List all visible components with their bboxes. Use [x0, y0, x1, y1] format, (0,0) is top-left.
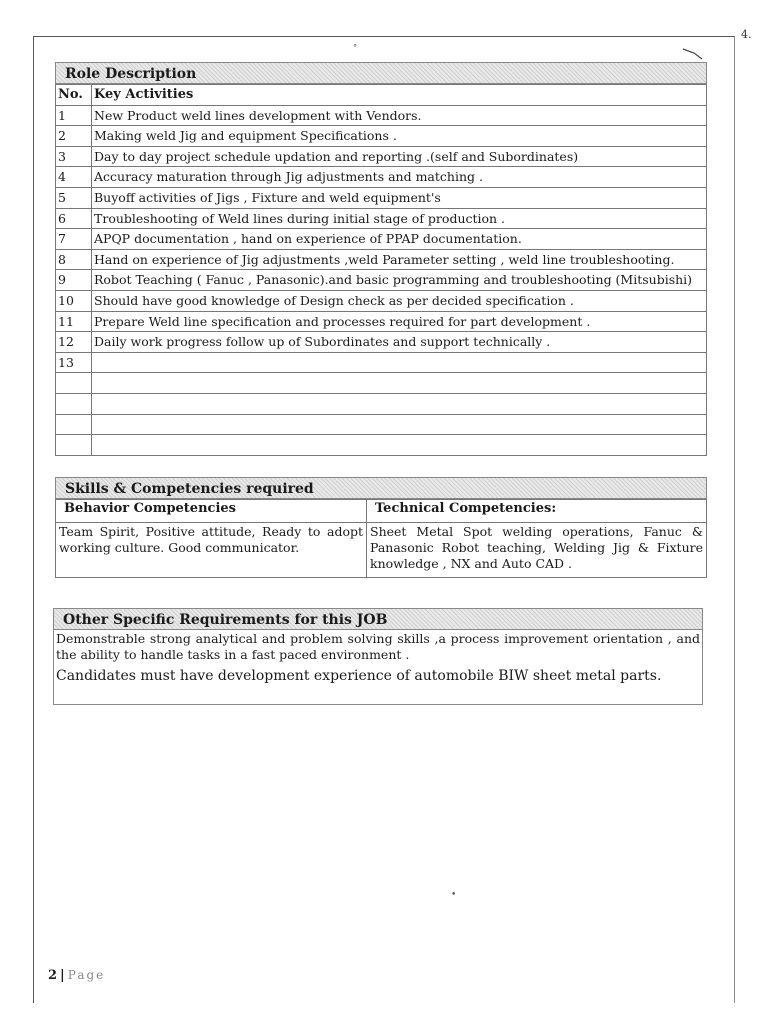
page-number: 2: [48, 968, 58, 983]
row-activity: Should have good knowledge of Design check as per decided specification .: [92, 290, 707, 311]
table-row: [56, 105, 707, 126]
stray-mark: •: [451, 890, 457, 900]
table-row: [56, 414, 707, 435]
table-row: [56, 270, 707, 291]
row-activity: Troubleshooting of Weld lines during initial stage of production .: [92, 208, 707, 229]
requirements-body: [53, 630, 703, 705]
row-number: 3: [56, 146, 92, 167]
skills-header-row: [56, 500, 707, 523]
table-row: [56, 290, 707, 311]
table-row: [56, 332, 707, 353]
table-row: [56, 146, 707, 167]
skills-content-row: [56, 523, 707, 578]
page-footer: [48, 968, 105, 983]
row-activity: [92, 352, 707, 373]
technical-header: Technical Competencies:: [367, 500, 707, 523]
row-activity: [92, 393, 707, 414]
role-table-header: [56, 85, 707, 106]
skills-table: [55, 499, 707, 578]
row-number: 5: [56, 187, 92, 208]
table-row: [56, 229, 707, 250]
role-table-body: [56, 105, 707, 455]
role-description-title: Role Description: [55, 62, 707, 84]
row-activity: Hand on experience of Jig adjustments ,weld Parameter setting , weld line troubleshooting.: [92, 249, 707, 270]
row-number: 13: [56, 352, 92, 373]
row-activity: Prepare Weld line specification and processes required for part development .: [92, 311, 707, 332]
row-activity: Accuracy maturation through Jig adjustments and matching .: [92, 167, 707, 188]
row-number: [56, 393, 92, 414]
row-activity: Buyoff activities of Jigs , Fixture and weld equipment's: [92, 187, 707, 208]
table-row: [56, 249, 707, 270]
row-number: [56, 414, 92, 435]
row-number: 12: [56, 332, 92, 353]
row-number: 10: [56, 290, 92, 311]
table-row: [56, 126, 707, 147]
table-row: [56, 311, 707, 332]
row-activity: Daily work progress follow up of Subordinates and support technically .: [92, 332, 707, 353]
corner-mark: 4.: [741, 28, 752, 41]
row-number: [56, 435, 92, 456]
requirements-title: Other Specific Requirements for this JOB: [53, 608, 703, 630]
row-number: 8: [56, 249, 92, 270]
table-row: [56, 208, 707, 229]
row-number: 2: [56, 126, 92, 147]
technical-text: Sheet Metal Spot welding operations, Fanuc & Panasonic Robot teaching, Welding Jig & Fixture knowledge , NX and Auto CAD .: [367, 523, 707, 578]
row-activity: APQP documentation , hand on experience of PPAP documentation.: [92, 229, 707, 250]
table-row: [56, 393, 707, 414]
row-number: 6: [56, 208, 92, 229]
pen-mark: [682, 47, 704, 61]
skills-section: [55, 477, 707, 578]
row-activity: [92, 373, 707, 394]
row-activity: Day to day project schedule updation and reporting .(self and Subordinates): [92, 146, 707, 167]
row-number: 4: [56, 167, 92, 188]
row-number: 7: [56, 229, 92, 250]
role-description-section: [55, 62, 707, 456]
row-number: 11: [56, 311, 92, 332]
row-activity: Making weld Jig and equipment Specifications .: [92, 126, 707, 147]
behavior-text: Team Spirit, Positive attitude, Ready to adopt working culture. Good communicator.: [56, 523, 367, 578]
role-table: [55, 84, 707, 456]
table-row: [56, 187, 707, 208]
row-number: 1: [56, 105, 92, 126]
behavior-header: Behavior Competencies: [56, 500, 367, 523]
requirements-line-1: Demonstrable strong analytical and problem solving skills ,a process improvement orientation , and the ability to handle tasks in a fast paced environment .: [56, 631, 700, 662]
skills-title: Skills & Competencies required: [55, 477, 707, 499]
top-dot: °: [353, 43, 357, 52]
col-activity-header: Key Activities: [92, 85, 707, 106]
row-activity: New Product weld lines development with Vendors.: [92, 105, 707, 126]
page-separator: |: [60, 968, 65, 983]
page-word: Page: [67, 968, 106, 982]
row-number: 9: [56, 270, 92, 291]
table-row: [56, 352, 707, 373]
requirements-section: [53, 608, 703, 705]
table-row: [56, 373, 707, 394]
col-no-header: No.: [56, 85, 92, 106]
table-row: [56, 167, 707, 188]
row-activity: Robot Teaching ( Fanuc , Panasonic).and basic programming and troubleshooting (Mitsubishi): [92, 270, 707, 291]
row-activity: [92, 414, 707, 435]
table-row: [56, 435, 707, 456]
requirements-line-2: Candidates must have development experience of automobile BIW sheet metal parts.: [56, 668, 662, 684]
row-number: [56, 373, 92, 394]
row-activity: [92, 435, 707, 456]
